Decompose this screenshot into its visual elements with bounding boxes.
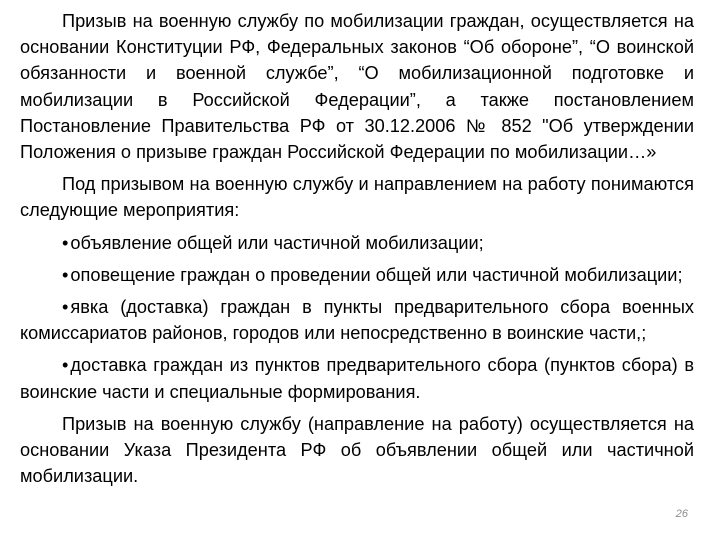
paragraph-measures-intro: Под призывом на военную службу и направлением на работу понимаются следующие мероприятия: — [20, 174, 694, 221]
bullet-icon: • — [62, 297, 69, 318]
bullet-text: объявление общей или частичной мобилизации; — [70, 232, 484, 253]
paragraph-presidential-decree: Призыв на военную службу (направление на работу) осуществляется на основании Указа Президента РФ об объявлении общей или частичной мобилизации. — [20, 413, 694, 487]
bullet-icon: • — [62, 232, 69, 253]
paragraph-legal-basis: Призыв на военную службу по мобилизации граждан, осуществляется на основании Конституции РФ, Федеральных законов “Об обороне”, “О воинской обязанности и военной службе”, “О мобилизационной подготовке и мобилизации в Российской Федерации”, а также постановлением Постановление Правительства РФ от 30.12.2006 № 852 "Об утверждении Положения о призыве граждан Российской Федерации по мобилизации…» — [20, 11, 694, 163]
page-number: 26 — [675, 508, 688, 520]
bullet-item-notification — [20, 262, 694, 288]
bullet-text: доставка граждан из пунктов предварительного сбора (пунктов сбора) в воинские части и специальные формирования. — [20, 355, 694, 402]
bullet-item-attendance — [20, 294, 694, 346]
bullet-text: оповещение граждан о проведении общей или частичной мобилизации; — [70, 264, 683, 285]
slide-body — [20, 8, 694, 495]
bullet-item-announcement — [20, 230, 694, 256]
bullet-icon: • — [62, 264, 69, 285]
bullet-item-delivery — [20, 352, 694, 404]
bullet-text: явка (доставка) граждан в пункты предварительного сбора военных комиссариатов районов, городов или непосредственно в воинские части,; — [20, 297, 694, 344]
bullet-icon: • — [62, 355, 69, 376]
